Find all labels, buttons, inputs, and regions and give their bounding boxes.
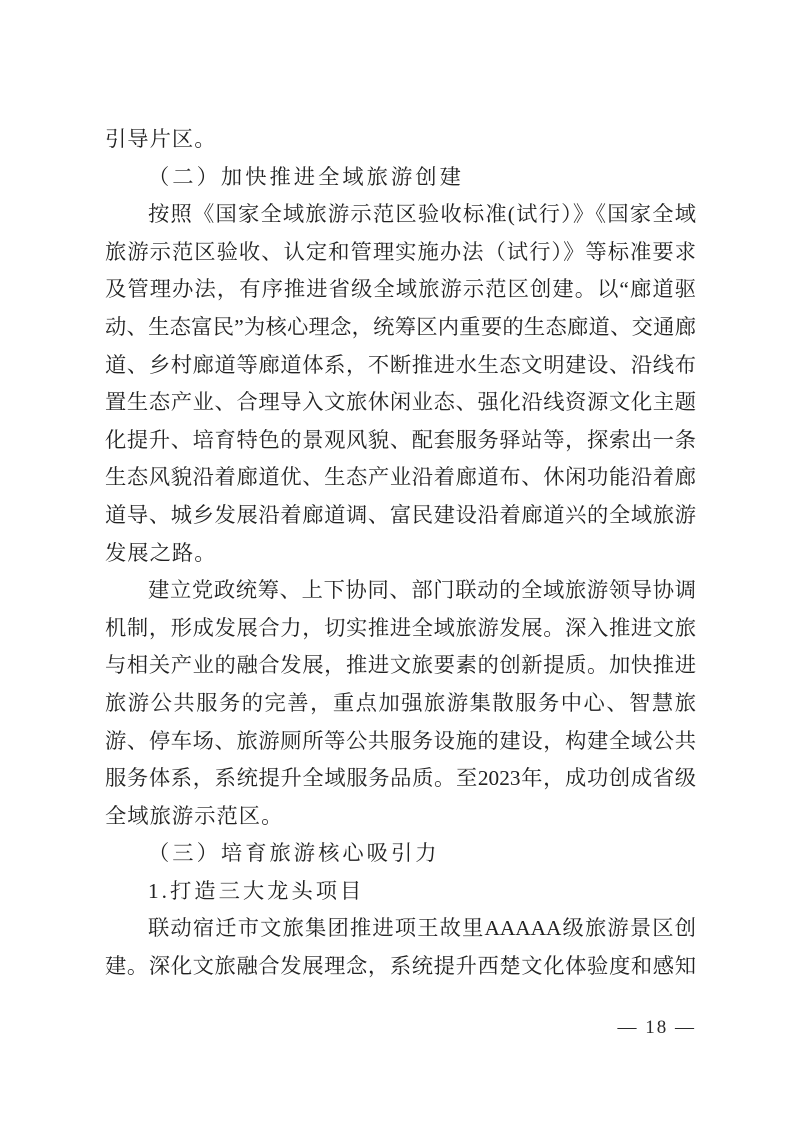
body-text-line: 旅游示范区验收、认定和管理实施办法（试行）》等标准要求 [105, 239, 696, 264]
body-text-line: 发展之路。 [105, 540, 217, 565]
body-text-line: 道导、城乡发展沿着廊道调、富民建设沿着廊道兴的全域旅游 [105, 502, 696, 527]
body-text-line: 建。深化文旅融合发展理念，系统提升西楚文化体验度和感知 [105, 954, 696, 979]
section-heading-3: （三）培育旅游核心吸引力 [148, 841, 440, 866]
body-text-line: 全域旅游示范区。 [105, 803, 284, 828]
page-number: — 18 — [617, 1017, 696, 1038]
document-body [105, 121, 696, 986]
section-heading-2: （二）加快推进全域旅游创建 [148, 164, 464, 189]
body-text-line: 道、乡村廊道等廊道体系，不断推进水生态文明建设、沿线布 [105, 352, 696, 377]
body-text-line: 机制，形成发展合力，切实推进全域旅游发展。深入推进文旅 [105, 615, 696, 640]
body-text-line: 置生态产业、合理导入文旅休闲业态、强化沿线资源文化主题 [105, 390, 696, 415]
body-text-line: 生态风貌沿着廊道优、生态产业沿着廊道布、休闲功能沿着廊 [105, 465, 696, 490]
body-text-line: 建立党政统筹、上下协同、部门联动的全域旅游领导协调 [148, 578, 696, 603]
body-text-line: 及管理办法，有序推进省级全域旅游示范区创建。以“廊道驱 [105, 277, 696, 302]
body-text-line: 服务体系，系统提升全域服务品质。至2023年，成功创成省级 [105, 766, 696, 791]
subsection-heading-1: 1.打造三大龙头项目 [148, 878, 365, 903]
body-text-line: 引导片区。 [105, 127, 217, 151]
body-text-line: 与相关产业的融合发展，推进文旅要素的创新提质。加快推进 [105, 653, 696, 678]
body-text-line: 动、生态富民”为核心理念，统筹区内重要的生态廊道、交通廊 [105, 314, 696, 339]
body-text-line: 联动宿迁市文旅集团推进项王故里AAAAA级旅游景区创 [148, 916, 696, 941]
body-text-line: 旅游公共服务的完善，重点加强旅游集散服务中心、智慧旅 [105, 690, 696, 715]
body-text-line: 按照《国家全域旅游示范区验收标准(试行）》《国家全域 [148, 202, 696, 227]
body-text-line: 化提升、培育特色的景观风貌、配套服务驿站等，探索出一条 [105, 427, 696, 452]
body-text-line: 游、停车场、旅游厕所等公共服务设施的建设，构建全域公共 [105, 728, 696, 753]
